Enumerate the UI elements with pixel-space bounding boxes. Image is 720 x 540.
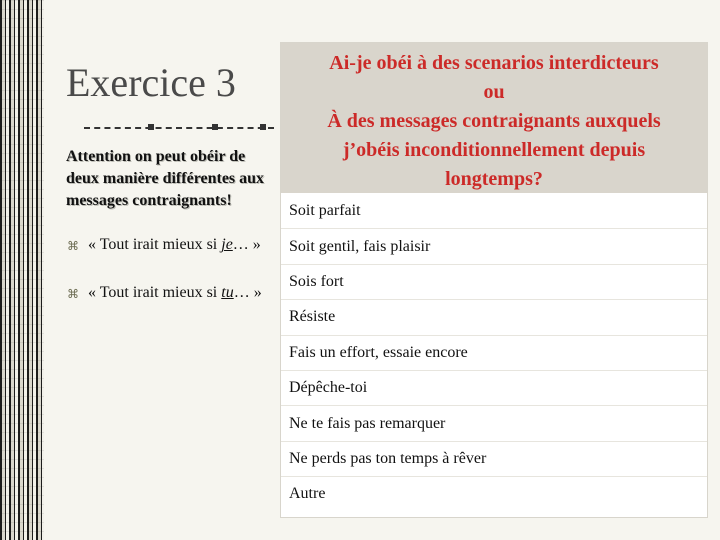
slide-title: Exercice 3 (66, 60, 236, 105)
divider-dot (148, 124, 154, 130)
table-row: Résiste (281, 299, 707, 334)
table-row: Fais un effort, essaie encore (281, 335, 707, 370)
header-line: Ai-je obéi à des scenarios interdicteurs (329, 52, 659, 74)
decorative-border (0, 0, 44, 540)
table-header (281, 43, 707, 193)
table-row: Ne te fais pas remarquer (281, 405, 707, 440)
divider-dot (260, 124, 266, 130)
table-row: Autre (281, 476, 707, 511)
intro-text: Attention on peut obéir de deux manière différentes aux messages contraignants! (66, 148, 265, 209)
header-line: j’obéis inconditionnellement depuis (342, 139, 646, 161)
table-row: Ne perds pas ton temps à rêver (281, 441, 707, 476)
title-divider (84, 127, 274, 131)
header-line: longtemps? (445, 168, 543, 190)
table-row: Soit gentil, fais plaisir (281, 228, 707, 263)
bullet-icon: ⌘ (67, 287, 79, 301)
bullet-item-tu: « Tout irait mieux si tu… » (88, 284, 262, 301)
choices-table (280, 42, 708, 518)
divider-dot (212, 124, 218, 130)
bullet-item-je: « Tout irait mieux si je… » (88, 236, 261, 253)
table-row: Dépêche-toi (281, 370, 707, 405)
table-row: Soit parfait (289, 201, 361, 219)
header-line: ou (483, 81, 505, 103)
bullet-icon: ⌘ (67, 239, 79, 253)
table-row: Sois fort (281, 264, 707, 299)
table-rows (281, 193, 707, 512)
header-line: À des messages contraignants auxquels (327, 110, 661, 132)
